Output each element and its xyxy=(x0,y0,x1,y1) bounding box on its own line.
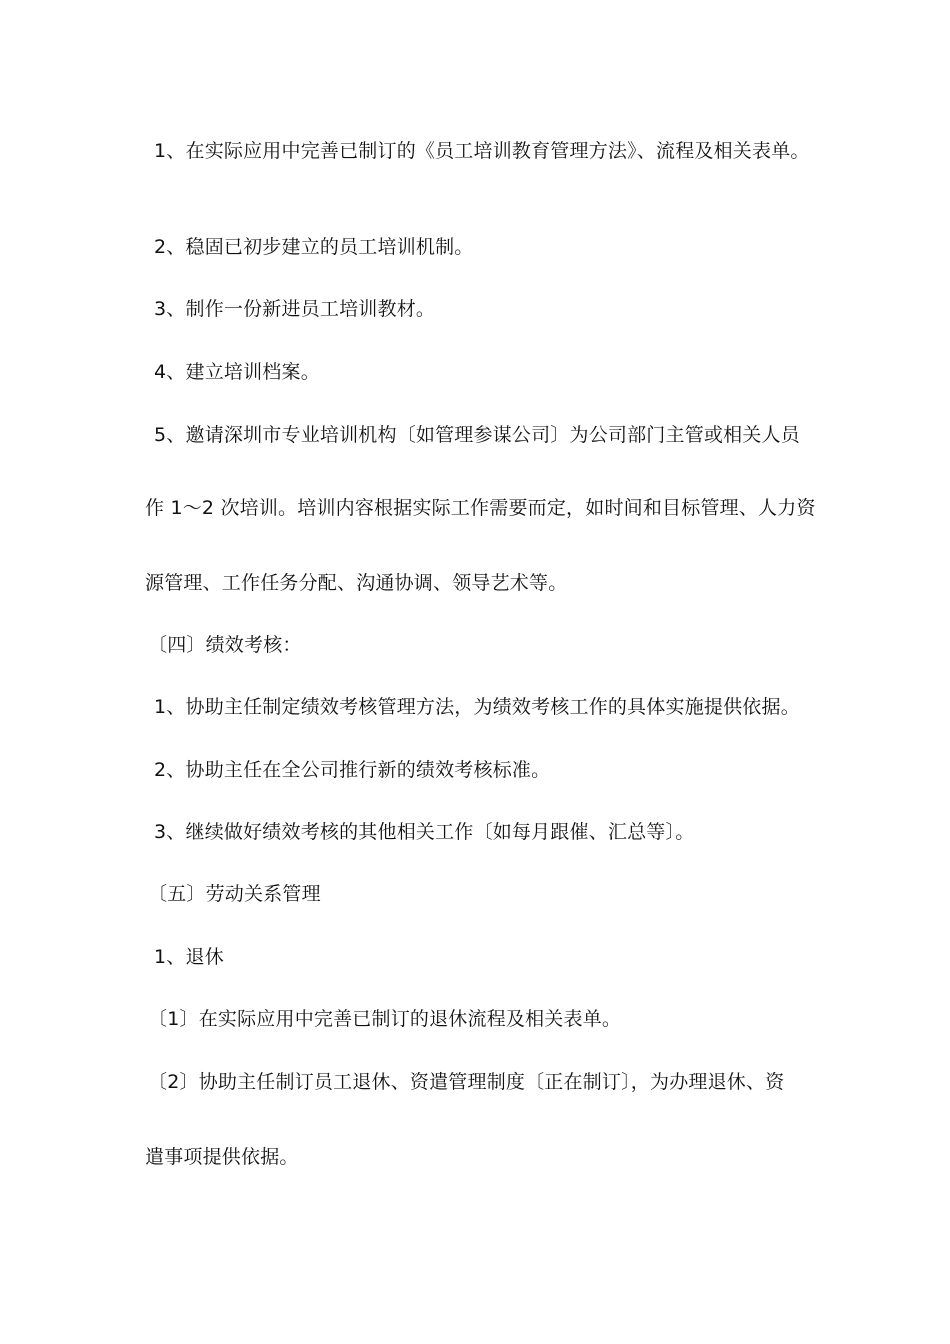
paragraph-line: 3、继续做好绩效考核的其他相关工作〔如每月跟催、汇总等〕。 xyxy=(154,821,695,843)
paragraph-line: 1、在实际应用中完善已制订的《员工培训教育管理方法》、流程及相关表单。 xyxy=(154,140,810,162)
paragraph-line: 4、建立培训档案。 xyxy=(154,361,320,383)
paragraph-line: 作 1～2 次培训。培训内容根据实际工作需要而定，如时间和目标管理、人力资 xyxy=(145,497,816,519)
paragraph-line: 5、邀请深圳市专业培训机构〔如管理参谋公司〕为公司部门主管或相关人员 xyxy=(154,424,800,446)
paragraph-line: 1、退休 xyxy=(154,946,224,968)
paragraph-line: 1、协助主任制定绩效考核管理方法，为绩效考核工作的具体实施提供依据。 xyxy=(154,696,800,718)
paragraph-line: 3、制作一份新进员工培训教材。 xyxy=(154,298,436,320)
paragraph-line: 〔2〕协助主任制订员工退休、资遣管理制度〔正在制订〕，为办理退休、资 xyxy=(148,1071,785,1093)
paragraph-line: 2、协助主任在全公司推行新的绩效考核标准。 xyxy=(154,759,551,781)
paragraph-line: 遣事项提供依据。 xyxy=(145,1146,299,1168)
section-heading: 〔五〕劳动关系管理 xyxy=(148,883,321,905)
paragraph-line: 2、稳固已初步建立的员工培训机制。 xyxy=(154,236,474,258)
paragraph-line: 〔1〕在实际应用中完善已制订的退休流程及相关表单。 xyxy=(148,1008,622,1030)
section-heading: 〔四〕绩效考核： xyxy=(148,634,302,656)
paragraph-line: 源管理、工作任务分配、沟通协调、领导艺术等。 xyxy=(145,572,568,594)
